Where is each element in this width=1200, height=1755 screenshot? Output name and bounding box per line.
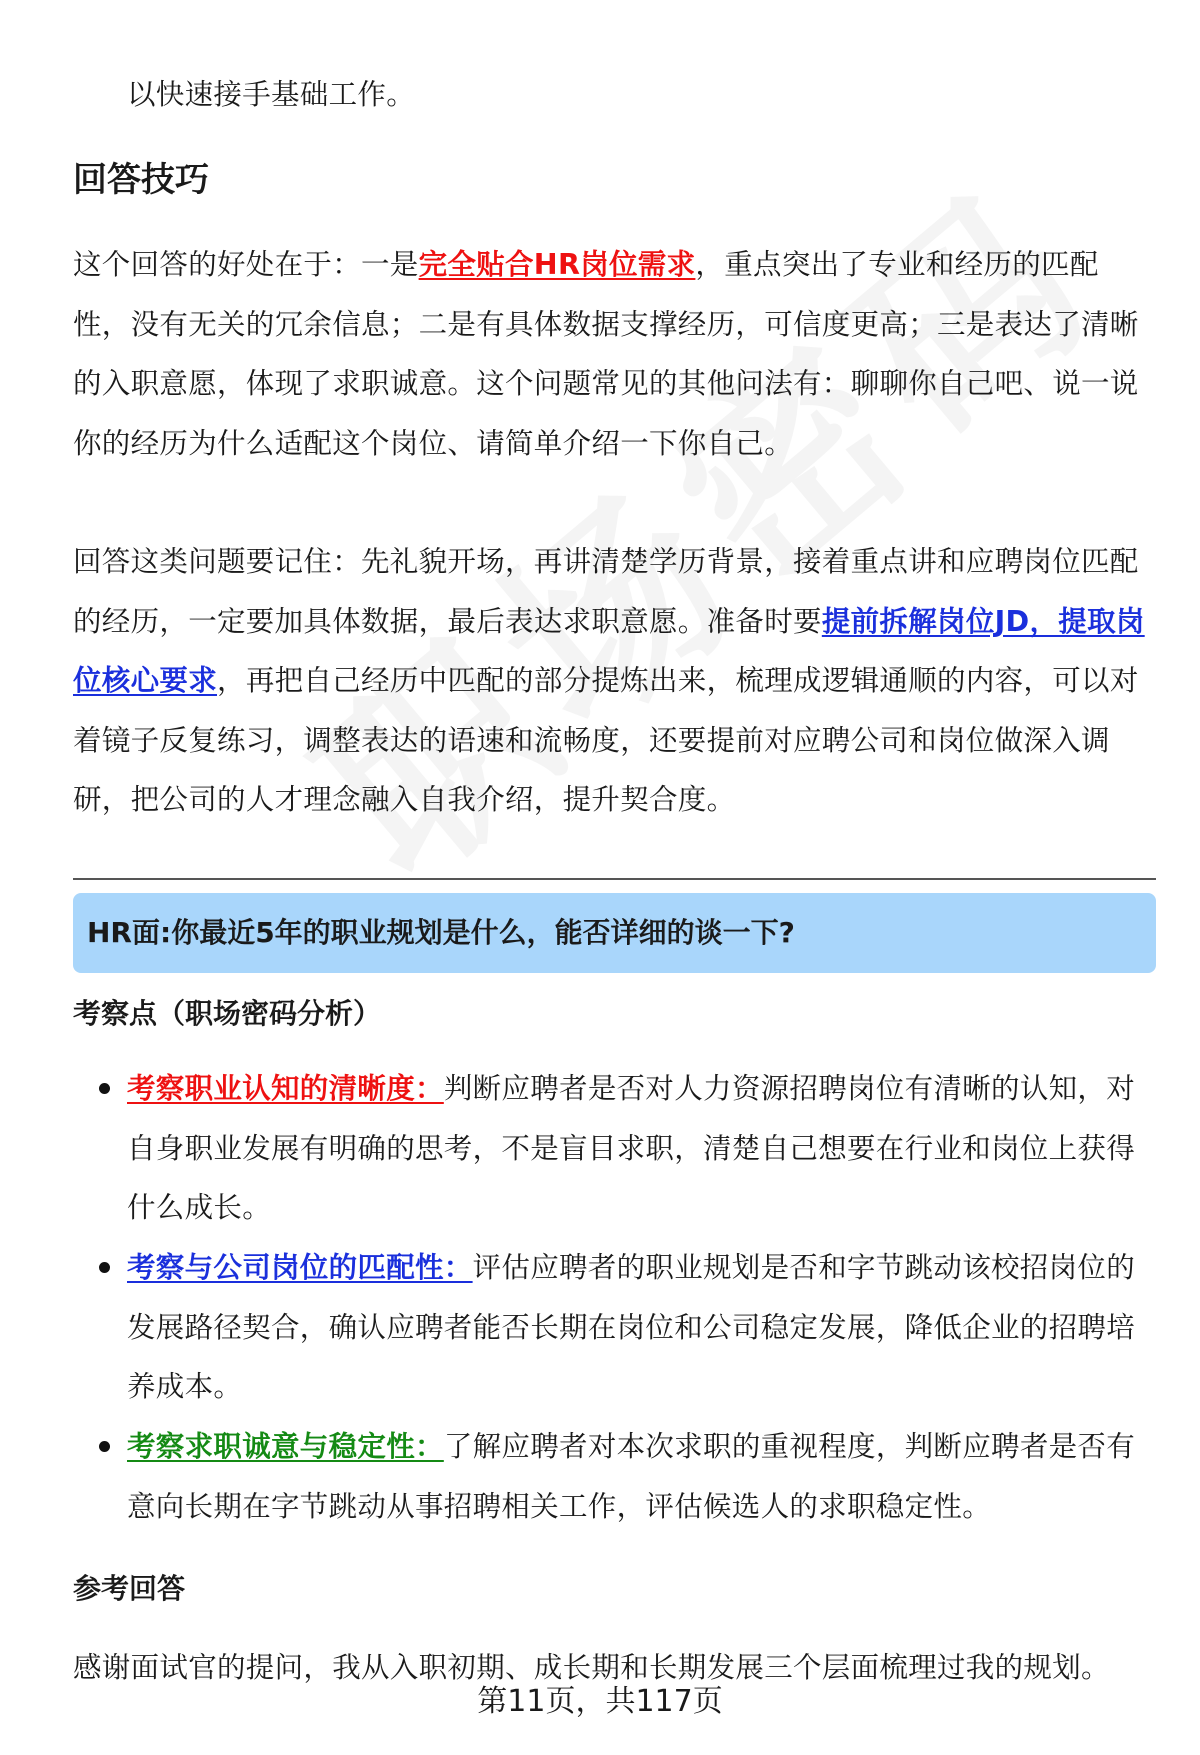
tips-paragraph-1 (73, 235, 1153, 473)
analysis-item-text: 了解应聘者对本次求职的重视程度，判断应聘者是否有意向长期在字节跳动从事招聘相关工作，评估候选人的求职稳定性。 (127, 1430, 1136, 1523)
analysis-item-label: 考察与公司岗位的匹配性： (127, 1251, 473, 1284)
bullet-dot (99, 1262, 110, 1273)
question-title: HR面:你最近5年的职业规划是什么，能否详细的谈一下? (87, 916, 795, 949)
reference-text: 感谢面试官的提问，我从入职初期、成长期和长期发展三个层面梳理过我的规划。 (73, 1651, 1110, 1684)
highlight-hr-fit: 完全贴合HR岗位需求 (418, 248, 696, 281)
analysis-heading: 考察点（职场密码分析） (73, 997, 382, 1030)
bullet-dot (99, 1441, 110, 1452)
intro-tail-text: 以快速接手基础工作。 (127, 78, 416, 111)
tips-p2-post: ，再把自己经历中匹配的部分提炼出来，梳理成逻辑通顺的内容，可以对着镜子反复练习，调整表达的语速和流畅度，还要提前对应聘公司和岗位做深入调研，把公司的人才理念融入自我介绍，提升契合度。 (73, 664, 1139, 816)
tips-paragraph-2 (73, 532, 1153, 830)
reference-heading: 参考回答 (73, 1572, 186, 1605)
tips-p1-pre: 这个回答的好处在于：一是 (73, 248, 419, 281)
tips-p2-pre: 回答这类问题要记住：先礼貌开场，再讲清楚学历背景，接着重点讲和应聘岗位匹配的经历，一定要加具体数据，最后表达求职意愿。准备时要 (73, 545, 1139, 638)
analysis-item-text: 评估应聘者的职业规划是否和字节跳动该校招岗位的发展路径契合，确认应聘者能否长期在岗位和公司稳定发展，降低企业的招聘培养成本。 (127, 1251, 1136, 1403)
tips-p1-post: ，重点突出了专业和经历的匹配性，没有无关的冗余信息；二是有具体数据支撑经历，可信度更高；三是表达了清晰的入职意愿，体现了求职诚意。这个问题常见的其他问法有：聊聊你自己吧、说一说你的经历为什么适配这个岗位、请简单介绍一下你自己。 (73, 248, 1139, 460)
question-box (73, 893, 1156, 973)
tips-heading: 回答技巧 (73, 160, 209, 200)
analysis-item (127, 1059, 1147, 1238)
analysis-item-label: 考察求职诚意与稳定性： (127, 1430, 444, 1463)
analysis-item-text: 判断应聘者是否对人力资源招聘岗位有清晰的认知，对自身职业发展有明确的思考，不是盲目求职，清楚自己想要在行业和岗位上获得什么成长。 (127, 1072, 1136, 1224)
analysis-item (127, 1417, 1147, 1536)
bullet-dot (99, 1083, 110, 1094)
page-number-footer: 第11页，共117页 (477, 1684, 723, 1719)
analysis-item (127, 1238, 1147, 1417)
analysis-item-label: 考察职业认知的清晰度： (127, 1072, 444, 1105)
highlight-jd-breakdown: 提前拆解岗位JD，提取岗位核心要求 (73, 604, 1145, 697)
section-divider (73, 878, 1156, 880)
